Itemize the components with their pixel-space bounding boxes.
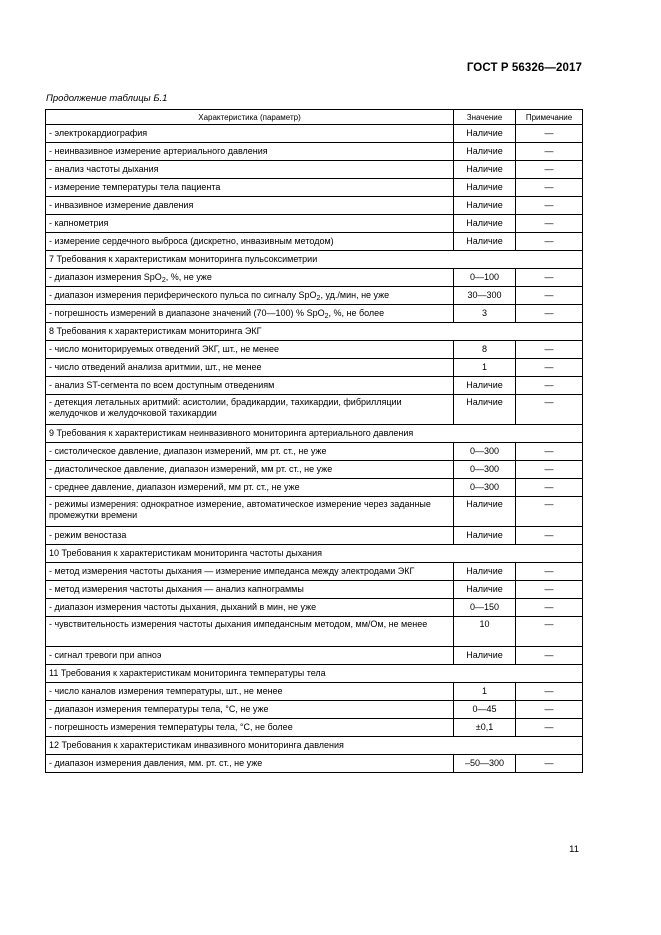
cell-note: —: [516, 581, 583, 599]
cell-parameter: - электрокардиография: [46, 125, 454, 143]
standard-number: ГОСТ Р 56326—2017: [466, 62, 582, 74]
page-number: 11: [569, 844, 579, 855]
cell-value: Наличие: [454, 497, 516, 527]
cell-parameter: - анализ ST-сегмента по всем доступным отведениям: [46, 377, 454, 395]
cell-note: —: [516, 599, 583, 617]
cell-note: —: [516, 143, 583, 161]
table-row: [46, 305, 583, 323]
cell-parameter: - систолическое давление, диапазон измерений, мм рт. ст., не уже: [46, 443, 454, 461]
cell-parameter: - метод измерения частоты дыхания — измерение импеданса между электродами ЭКГ: [46, 563, 454, 581]
cell-value: 3: [454, 305, 516, 323]
cell-parameter: - анализ частоты дыхания: [46, 161, 454, 179]
table-row: [46, 395, 583, 425]
table-row: [46, 197, 583, 215]
cell-note: —: [516, 719, 583, 737]
cell-parameter: - неинвазивное измерение артериального давления: [46, 143, 454, 161]
cell-parameter: - детекция летальных аритмий: асистолии, брадикардии, тахикардии, фибрилляции желудочков и желудочковой тахикардии: [46, 395, 454, 425]
cell-value: Наличие: [454, 563, 516, 581]
cell-value: 1: [454, 359, 516, 377]
cell-note: —: [516, 527, 583, 545]
cell-note: —: [516, 563, 583, 581]
cell-value: Наличие: [454, 581, 516, 599]
cell-parameter: - диапазон измерения периферического пульса по сигналу SpO$_2$, уд./мин, не уже: [46, 287, 454, 305]
table-row: [46, 287, 583, 305]
cell-value: 0—300: [454, 461, 516, 479]
table-caption: Продолжение таблицы Б.1: [46, 93, 168, 104]
table-row: [46, 359, 583, 377]
cell-value: ±0,1: [454, 719, 516, 737]
cell-parameter: - метод измерения частоты дыхания — анализ капнограммы: [46, 581, 454, 599]
table-row: [46, 233, 583, 251]
requirements-table: [45, 109, 583, 773]
section-title: 11 Требования к характеристикам мониторинга температуры тела: [46, 665, 583, 683]
cell-value: Наличие: [454, 527, 516, 545]
cell-parameter: - капнометрия: [46, 215, 454, 233]
cell-value: 1: [454, 683, 516, 701]
table-row: [46, 215, 583, 233]
table-row: [46, 581, 583, 599]
cell-note: —: [516, 377, 583, 395]
table-row: [46, 269, 583, 287]
cell-parameter: - среднее давление, диапазон измерений, мм рт. ст., не уже: [46, 479, 454, 497]
cell-parameter: - режим веностаза: [46, 527, 454, 545]
section-title: 9 Требования к характеристикам неинвазивного мониторинга артериального давления: [46, 425, 583, 443]
table-body: [46, 125, 583, 773]
cell-value: 30—300: [454, 287, 516, 305]
section-title: 8 Требования к характеристикам мониторинга ЭКГ: [46, 323, 583, 341]
cell-note: —: [516, 269, 583, 287]
cell-note: —: [516, 617, 583, 647]
cell-parameter: - чувствительность измерения частоты дыхания импедансным методом, мм/Ом, не менее: [46, 617, 454, 647]
cell-value: 0—300: [454, 479, 516, 497]
section-row: [46, 737, 583, 755]
section-title: 10 Требования к характеристикам мониторинга частоты дыхания: [46, 545, 583, 563]
table-row: [46, 599, 583, 617]
cell-value: Наличие: [454, 233, 516, 251]
cell-value: Наличие: [454, 143, 516, 161]
cell-parameter: - погрешность измерений в диапазоне значений (70—100) % SpO$_2$, %, не более: [46, 305, 454, 323]
cell-value: Наличие: [454, 161, 516, 179]
cell-note: —: [516, 755, 583, 773]
cell-value: Наличие: [454, 215, 516, 233]
cell-note: —: [516, 395, 583, 425]
table-row: [46, 479, 583, 497]
cell-value: 8: [454, 341, 516, 359]
cell-parameter: - измерение температуры тела пациента: [46, 179, 454, 197]
cell-parameter: - число каналов измерения температуры, шт., не менее: [46, 683, 454, 701]
table-row: [46, 143, 583, 161]
cell-parameter: - число мониторируемых отведений ЭКГ, шт., не менее: [46, 341, 454, 359]
cell-parameter: - погрешность измерения температуры тела, °С, не более: [46, 719, 454, 737]
cell-value: Наличие: [454, 395, 516, 425]
table-row: [46, 341, 583, 359]
cell-parameter: - инвазивное измерение давления: [46, 197, 454, 215]
cell-parameter: - диапазон измерения SpO$_2$, %, не уже: [46, 269, 454, 287]
cell-value: 0—45: [454, 701, 516, 719]
cell-note: —: [516, 233, 583, 251]
cell-note: —: [516, 305, 583, 323]
section-row: [46, 425, 583, 443]
section-title: 7 Требования к характеристикам мониторинга пульсоксиметрии: [46, 251, 583, 269]
table-row: [46, 443, 583, 461]
cell-note: —: [516, 479, 583, 497]
table-row: [46, 719, 583, 737]
cell-value: Наличие: [454, 125, 516, 143]
table-row: [46, 161, 583, 179]
cell-note: —: [516, 161, 583, 179]
table-row: [46, 377, 583, 395]
cell-value: Наличие: [454, 197, 516, 215]
section-row: [46, 545, 583, 563]
cell-note: —: [516, 461, 583, 479]
table-row: [46, 125, 583, 143]
cell-note: —: [516, 341, 583, 359]
cell-parameter: - сигнал тревоги при апноэ: [46, 647, 454, 665]
cell-parameter: - измерение сердечного выброса (дискретно, инвазивным методом): [46, 233, 454, 251]
section-row: [46, 251, 583, 269]
cell-note: —: [516, 125, 583, 143]
table-row: [46, 755, 583, 773]
cell-note: —: [516, 497, 583, 527]
table-row: [46, 179, 583, 197]
cell-note: —: [516, 647, 583, 665]
cell-note: —: [516, 215, 583, 233]
cell-value: 10: [454, 617, 516, 647]
header-value: Значение: [454, 110, 516, 125]
cell-note: —: [516, 701, 583, 719]
cell-parameter: - диапазон измерения частоты дыхания, дыханий в мин, не уже: [46, 599, 454, 617]
cell-value: 0—150: [454, 599, 516, 617]
table-row: [46, 497, 583, 527]
section-row: [46, 665, 583, 683]
table-row: [46, 701, 583, 719]
cell-parameter: - диапазон измерения температуры тела, °С, не уже: [46, 701, 454, 719]
cell-note: —: [516, 179, 583, 197]
cell-parameter: - режимы измерения: однократное измерение, автоматическое измерение через заданные промежутки времени: [46, 497, 454, 527]
cell-value: –50—300: [454, 755, 516, 773]
cell-parameter: - диапазон измерения давления, мм. рт. ст., не уже: [46, 755, 454, 773]
cell-value: Наличие: [454, 179, 516, 197]
cell-note: —: [516, 197, 583, 215]
table-row: [46, 563, 583, 581]
table-header-row: [46, 110, 583, 125]
cell-value: 0—300: [454, 443, 516, 461]
cell-note: —: [516, 683, 583, 701]
cell-note: —: [516, 443, 583, 461]
cell-value: Наличие: [454, 377, 516, 395]
table-row: [46, 683, 583, 701]
table-row: [46, 461, 583, 479]
cell-value: Наличие: [454, 647, 516, 665]
cell-note: —: [516, 287, 583, 305]
cell-value: 0—100: [454, 269, 516, 287]
table-row: [46, 647, 583, 665]
table-row: [46, 527, 583, 545]
section-row: [46, 323, 583, 341]
header-note: Примечание: [516, 110, 583, 125]
cell-parameter: - диастолическое давление, диапазон измерений, мм рт. ст., не уже: [46, 461, 454, 479]
section-title: 12 Требования к характеристикам инвазивного мониторинга давления: [46, 737, 583, 755]
cell-parameter: - число отведений анализа аритмии, шт., не менее: [46, 359, 454, 377]
header-parameter: Характеристика (параметр): [46, 110, 454, 125]
table-row: [46, 617, 583, 647]
cell-note: —: [516, 359, 583, 377]
